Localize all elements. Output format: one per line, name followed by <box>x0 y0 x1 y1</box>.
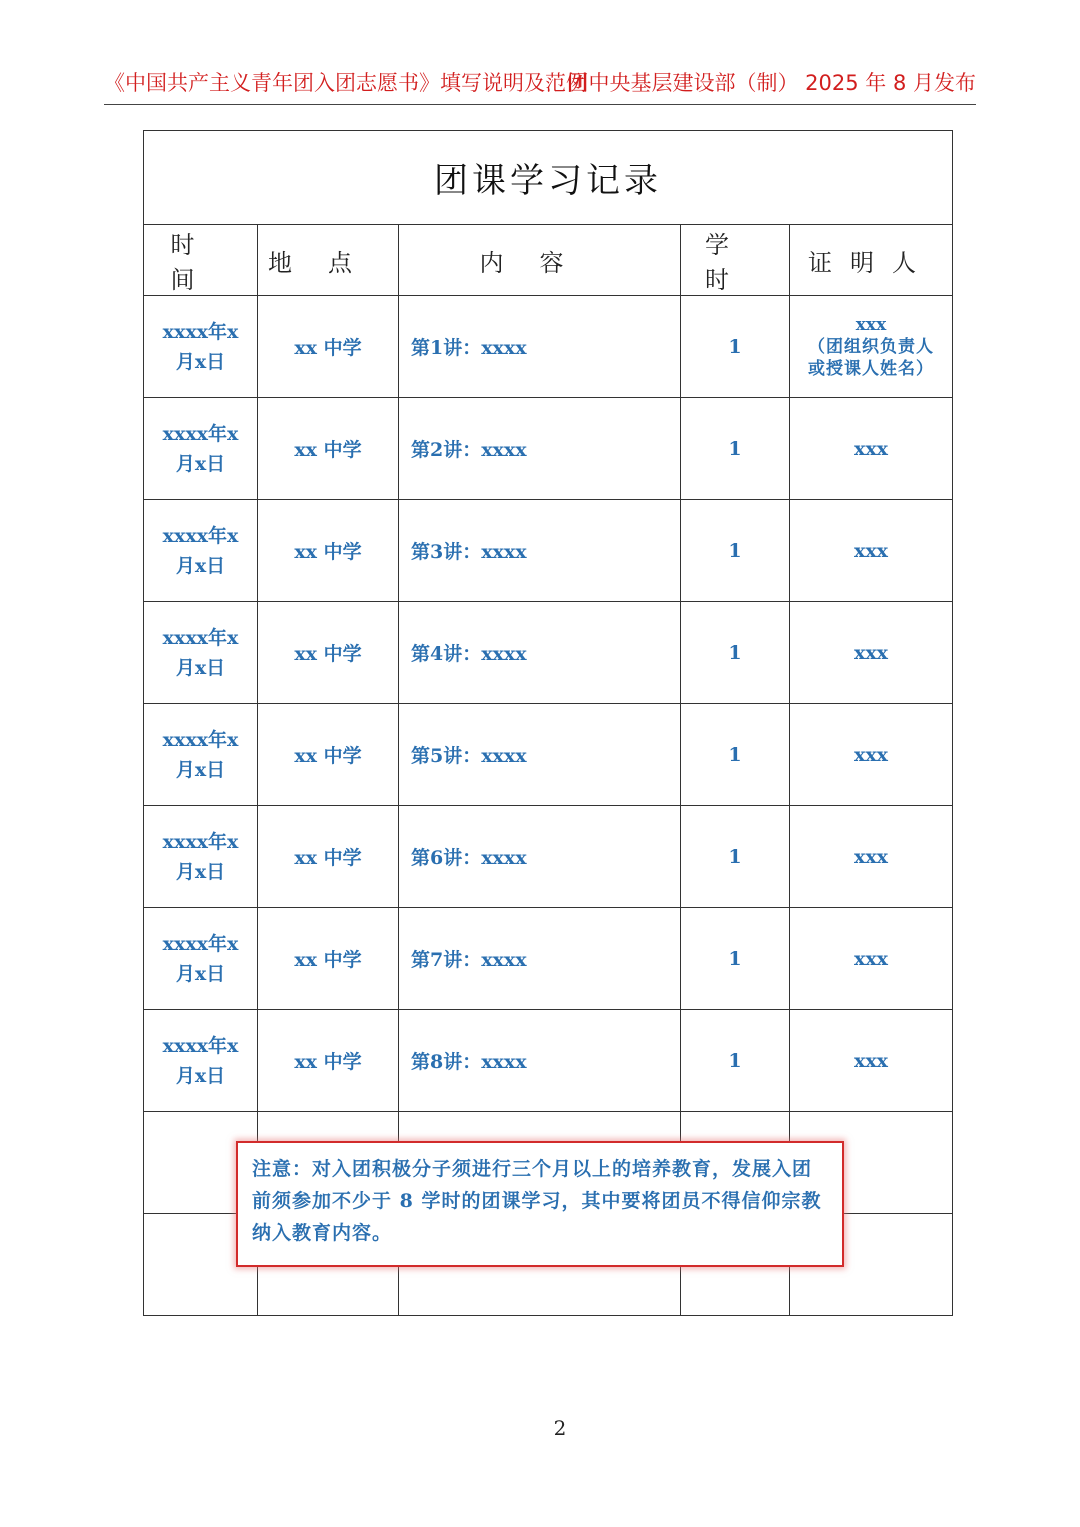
row-content: 第7讲：xxxx <box>399 908 681 1010</box>
row-signer: xxx <box>790 1010 953 1112</box>
row-date: xxxx年x 月x日 <box>144 908 258 1010</box>
header-rule <box>104 104 976 105</box>
table-row <box>144 908 953 1010</box>
row-signer: xxx <box>790 806 953 908</box>
row-date: xxxx年x 月x日 <box>144 398 258 500</box>
table-row <box>144 296 953 398</box>
table-title-row <box>144 131 953 225</box>
table-row <box>144 1010 953 1112</box>
row-hours: 1 <box>681 806 790 908</box>
table-row <box>144 500 953 602</box>
table-row <box>144 806 953 908</box>
table-header-row <box>144 225 953 296</box>
header-document-title: 《中国共产主义青年团入团志愿书》填写说明及范例 <box>104 71 587 95</box>
row-place: xx 中学 <box>258 806 399 908</box>
row-content: 第4讲：xxxx <box>399 602 681 704</box>
row-date: xxxx年x 月x日 <box>144 500 258 602</box>
column-header-signer: 证明人 <box>790 225 953 296</box>
row-content: 第5讲：xxxx <box>399 704 681 806</box>
row-place: xx 中学 <box>258 500 399 602</box>
column-header-content: 内容 <box>399 225 681 296</box>
row-hours: 1 <box>681 398 790 500</box>
table-row <box>144 602 953 704</box>
row-place: xx 中学 <box>258 296 399 398</box>
row-place: xx 中学 <box>258 704 399 806</box>
row-content: 第3讲：xxxx <box>399 500 681 602</box>
row-date: xxxx年x 月x日 <box>144 704 258 806</box>
row-date: xxxx年x 月x日 <box>144 1010 258 1112</box>
table-row <box>144 704 953 806</box>
column-header-hours: 学时 <box>681 225 790 296</box>
row-signer: xxx <box>790 908 953 1010</box>
row-date: xxxx年x 月x日 <box>144 296 258 398</box>
row-content: 第2讲：xxxx <box>399 398 681 500</box>
row-date: xxxx年x 月x日 <box>144 602 258 704</box>
study-record-table <box>143 130 953 1316</box>
row-signer: xxx <box>790 500 953 602</box>
row-hours: 1 <box>681 704 790 806</box>
row-hours: 1 <box>681 296 790 398</box>
row-signer: xxx <box>790 704 953 806</box>
row-hours: 1 <box>681 602 790 704</box>
row-hours: 1 <box>681 500 790 602</box>
row-hours: 1 <box>681 1010 790 1112</box>
table-row <box>144 398 953 500</box>
column-header-time: 时间 <box>144 225 258 296</box>
row-place: xx 中学 <box>258 1010 399 1112</box>
row-place: xx 中学 <box>258 602 399 704</box>
notice-box: 注意：对入团积极分子须进行三个月以上的培养教育，发展入团前须参加不少于 8 学时的团课学习，其中要将团员不得信仰宗教纳入教育内容。 <box>236 1141 844 1267</box>
column-header-place: 地点 <box>258 225 399 296</box>
page-number: 2 <box>553 1416 567 1440</box>
row-content: 第8讲：xxxx <box>399 1010 681 1112</box>
row-content: 第6讲：xxxx <box>399 806 681 908</box>
row-signer: xxx （团组织负责人 或授课人姓名） <box>790 296 953 398</box>
header-publisher: 团中央基层建设部（制） 2025 年 8 月发布 <box>567 71 976 95</box>
row-place: xx 中学 <box>258 908 399 1010</box>
table-title: 团课学习记录 <box>144 131 953 225</box>
row-signer: xxx <box>790 602 953 704</box>
row-signer: xxx <box>790 398 953 500</box>
row-place: xx 中学 <box>258 398 399 500</box>
row-date: xxxx年x 月x日 <box>144 806 258 908</box>
row-content: 第1讲：xxxx <box>399 296 681 398</box>
row-hours: 1 <box>681 908 790 1010</box>
page-header <box>104 66 976 100</box>
